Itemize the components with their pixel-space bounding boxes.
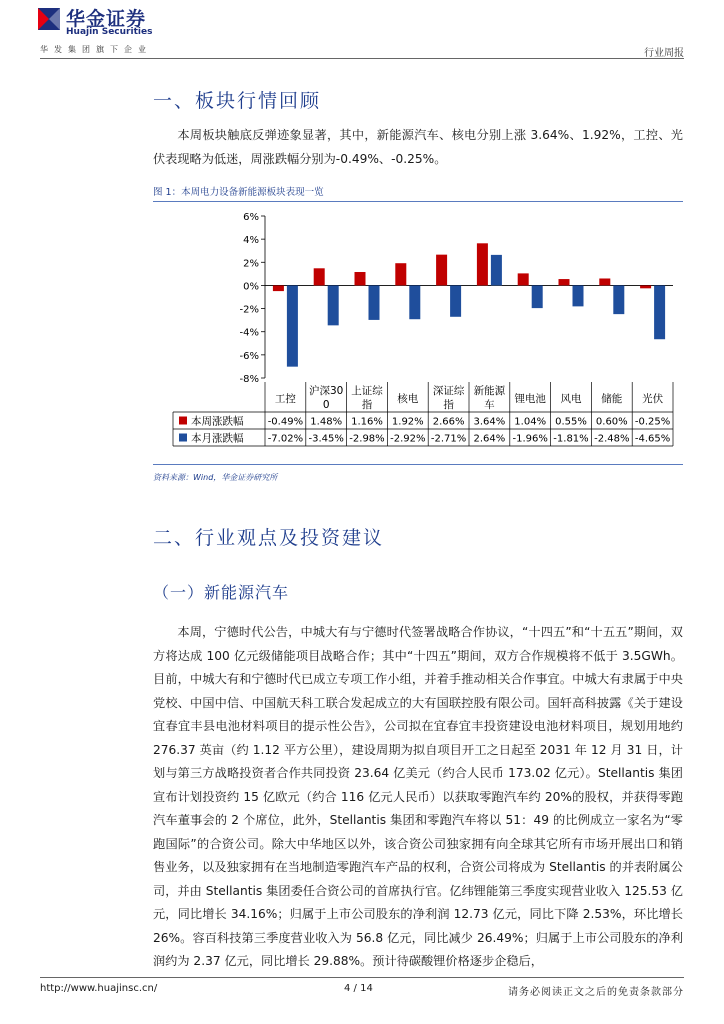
y-tick-label: 6% <box>243 212 259 223</box>
section1-text: 本周板块触底反弹迹象显著，其中，新能源汽车、核电分别上涨 3.64%、1.92%，工控、光伏表现略为低迷，周涨跌幅分别为-0.49%、-0.25%。 <box>153 128 683 166</box>
category-label: 核电 <box>397 393 419 405</box>
bar-weekly-2 <box>355 272 366 285</box>
data-label: -0.49% <box>267 416 304 428</box>
legend-swatch-1 <box>179 434 187 442</box>
bar-monthly-3 <box>409 285 420 319</box>
section1-paragraph <box>153 124 683 171</box>
category-label: 深证综指 <box>432 385 465 411</box>
data-label: 2.66% <box>432 416 465 428</box>
bar-weekly-5 <box>477 243 488 285</box>
chart-grid <box>261 216 673 378</box>
data-label: -2.98% <box>349 433 385 445</box>
bar-monthly-6 <box>532 285 543 308</box>
data-label: 3.64% <box>473 416 506 428</box>
data-label: -2.48% <box>594 433 630 445</box>
category-label: 上证综指 <box>351 385 383 411</box>
category-label: 新能源车 <box>473 385 506 411</box>
legend-label-0: 本周涨跌幅 <box>191 415 244 428</box>
data-label: 1.16% <box>351 416 383 428</box>
category-label: 沪深30 0 <box>309 385 344 411</box>
y-tick-label: 0% <box>243 281 259 293</box>
data-label: -1.81% <box>553 433 589 445</box>
chart-bars <box>273 243 665 366</box>
y-tick-label: -8% <box>239 374 259 385</box>
bar-monthly-7 <box>573 285 584 306</box>
bar-weekly-9 <box>640 285 651 288</box>
bar-weekly-8 <box>599 278 610 285</box>
category-label: 风电 <box>560 393 582 405</box>
bar-weekly-3 <box>395 263 406 285</box>
bar-weekly-6 <box>518 273 529 285</box>
y-axis-ticks <box>240 212 259 385</box>
data-label: 1.04% <box>514 416 547 428</box>
bar-monthly-9 <box>654 285 665 339</box>
data-label: -3.45% <box>308 433 344 445</box>
bar-weekly-0 <box>273 285 284 291</box>
bar-monthly-0 <box>287 285 298 366</box>
y-tick-label: -4% <box>239 327 259 339</box>
logo-en-text: Huajin Securities <box>66 27 153 37</box>
data-label: -1.96% <box>512 433 548 445</box>
y-tick-label: 4% <box>243 235 259 247</box>
logo-cn-text: 华金证券 <box>66 8 147 30</box>
footer-url[interactable]: http://www.huajinsc.cn/ <box>40 983 158 994</box>
data-label: 0.60% <box>595 416 628 428</box>
footer-disclaimer: 请务必阅读正文之后的免责条款部分 <box>508 987 684 998</box>
bar-weekly-7 <box>559 279 570 285</box>
section2-paragraph <box>153 621 683 974</box>
data-label: 1.48% <box>310 416 343 428</box>
y-tick-label: -2% <box>239 304 259 316</box>
data-label: -7.02% <box>267 433 304 445</box>
figure-source: 资料来源：Wind，华金证券研究所 <box>153 473 278 482</box>
header-divider <box>40 58 684 59</box>
bar-weekly-1 <box>314 268 325 285</box>
category-label: 光伏 <box>642 393 664 405</box>
figure-title: 图 1：本周电力设备新能源板块表现一览 <box>153 187 324 198</box>
data-label: 2.64% <box>473 433 506 445</box>
legend-label-1: 本月涨跌幅 <box>191 432 244 445</box>
section1-title: 一、板块行情回顾 <box>153 90 322 112</box>
category-label: 储能 <box>601 393 623 405</box>
page-number: 4 / 14 <box>344 983 373 994</box>
logo-icon <box>38 8 60 30</box>
bar-chart <box>153 204 683 466</box>
data-label: 0.55% <box>555 416 587 428</box>
footer-divider <box>40 977 684 978</box>
data-label: -4.65% <box>634 433 671 445</box>
data-table <box>173 382 673 446</box>
y-tick-label: 2% <box>243 258 259 270</box>
doc-type: 行业周报 <box>644 48 684 59</box>
bar-monthly-1 <box>328 285 339 325</box>
figure-bottom-rule <box>153 464 683 465</box>
bar-monthly-4 <box>450 285 461 316</box>
bar-weekly-4 <box>436 255 447 286</box>
category-label: 工控 <box>274 393 296 405</box>
bar-monthly-5 <box>491 255 502 286</box>
section2-title: 二、行业观点及投资建议 <box>153 527 385 549</box>
y-tick-label: -6% <box>239 350 259 362</box>
bar-monthly-2 <box>369 285 380 319</box>
category-label: 锂电池 <box>514 393 546 405</box>
section2-text: 本周，宁德时代公告，中城大有与宁德时代签署战略合作协议，“十四五”和“十五五”期间，双方将达成 100 亿元级储能项目战略合作；其中“十四五”期间，双方合作规模将不低于 3.5GWh。目前，中城大有和宁德时代已成立专项工作小组，并着手推动相关合作事宜。中城大有隶属于中央党校、中国中信、中国航天科工联合发起成立的大有国联控股有限公司。国轩高科披露《关于建设宜春宜丰县电池材料项目的提示性公告》，公司拟在宜春宜丰投资建设电池材料项目，规划用地约 276.37 英亩（约 1.12 平方公里），建设周期为拟自项目开工之日起至 2031 年 12 月 31 日，计划与第三方战略投资者合作共同投资 23.64 亿美元（约合人民币 173.02 亿元）。Stellantis 集团宣布计划投资约 15 亿欧元（约合 116 亿元人民币）以获取零跑汽车约 20%的股权，并获得零跑汽车董事会的 2 个席位，此外，Stellantis 集团和零跑汽车将以 51：49 的比例成立一家名为“零跑国际”的合资公司。除大中华地区以外，该合资公司独家拥有向全球其它所有市场开展出口和销售业务，以及独家拥有在当地制造零跑汽车产品的权利，合资公司将成为 Stellantis 的并表附属公司，并由 Stellantis 集团委任合资公司的首席执行官。亿纬锂能第三季度实现营业收入 125.53 亿元，同比增长 34.16%；归属于上市公司股东的净利润 12.73 亿元，同比下降 2.53%，环比增长 26%。容百科技第三季度营业收入为 56.8 亿元，同比减少 26.49%；归属于上市公司股东的净利润约为 2.37 亿元，同比增长 29.88%。预计待碳酸锂价格逐步企稳后， <box>153 625 683 968</box>
section2-subtitle: （一）新能源汽车 <box>153 583 290 602</box>
data-label: 1.92% <box>391 416 424 428</box>
legend-swatch-0 <box>179 417 187 425</box>
data-label: -2.92% <box>390 433 426 445</box>
slogan: 华发集团旗下企业 <box>40 45 152 54</box>
bar-monthly-8 <box>613 285 624 314</box>
figure-top-rule <box>153 201 683 202</box>
data-label: -2.71% <box>430 433 467 445</box>
data-label: -0.25% <box>634 416 671 428</box>
